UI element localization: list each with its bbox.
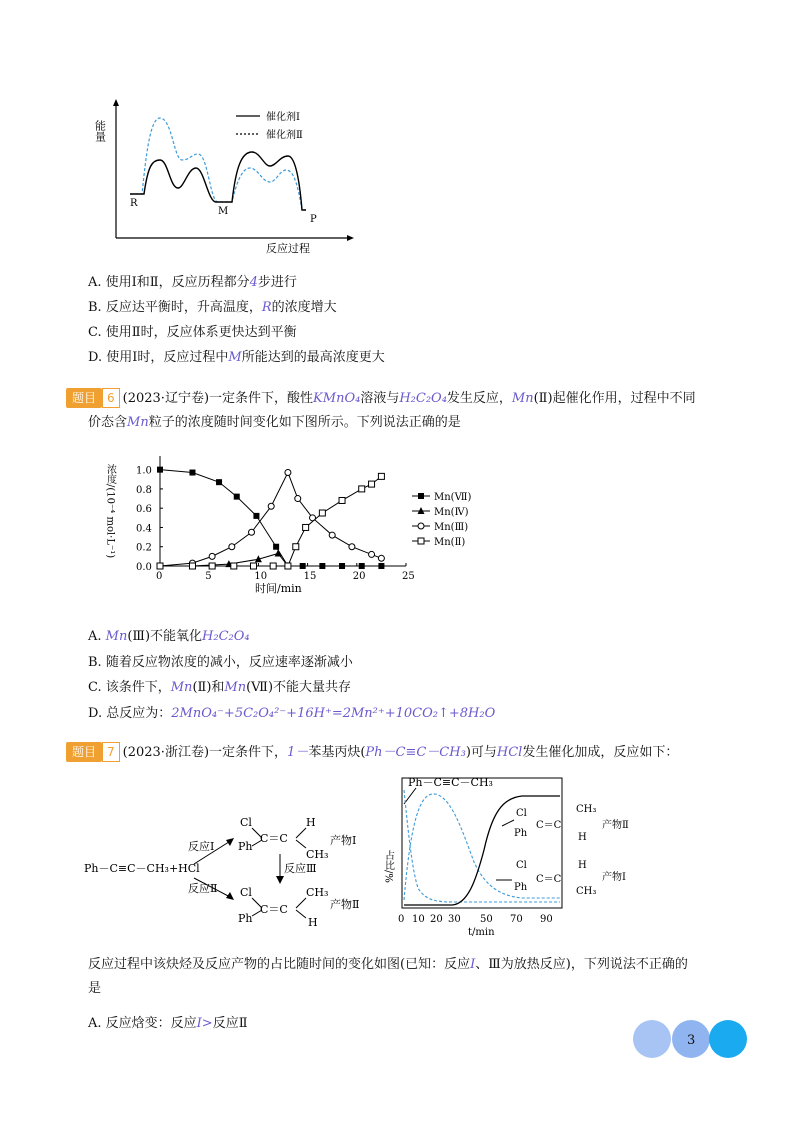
q5-a-text: A. 使用Ⅰ和Ⅱ，反应历程都分 [88,275,250,290]
q6-a-text: (Ⅲ)不能氧化 [127,629,203,644]
q6-a-math: H₂C₂O₄ [202,629,250,644]
data-point-series-2 [285,470,291,476]
q5-b-math: R [261,300,272,315]
legend-label: Mn(Ⅳ) [434,507,469,518]
reactant-label: Ph－C≡C－CH₃+HCl [84,862,200,875]
q6-math-mn: Mn [127,415,149,430]
series-line-3 [160,476,381,566]
concentration-chart [100,448,480,595]
q5-d-text: D. 使用Ⅰ时，反应过程中 [88,350,229,365]
atom-h: H [578,860,587,871]
q5-option-d [88,349,385,367]
question-tag: 题目 [66,742,102,762]
q6-text: 一定条件下，酸性 [209,391,314,406]
data-point-series-3 [209,563,215,569]
x-tick: 20 [430,914,443,925]
data-point-series-2 [378,555,384,561]
data-point-series-0 [234,494,240,500]
q6-option-d [88,705,495,723]
product-1-label: 产物Ⅰ [602,872,626,883]
data-point-series-0 [253,513,259,519]
question-number: 6 [102,388,120,408]
arrow-head [226,838,234,846]
q7-math: 1－ [287,745,309,760]
legend-label: Mn(Ⅲ) [434,522,469,533]
bond [296,840,306,848]
q6-option-a [88,628,250,646]
data-point-series-0 [273,544,279,550]
atom-h: H [578,832,587,843]
data-point-series-3 [250,563,256,569]
arrow-head [276,876,284,884]
label-pointer [502,820,514,826]
y-tick-label: 0.4 [136,523,152,535]
q7-text: )可与 [465,745,497,760]
atom-h: H [308,916,318,929]
data-point-series-3 [231,563,237,569]
q7-stem-line1 [66,742,678,762]
legend-solid-label: 催化剂Ⅰ [266,112,300,123]
group-ch3: CH₃ [576,804,597,815]
atom-cl: Cl [240,886,252,899]
atom-cl: Cl [516,808,527,819]
series-line-0 [160,470,381,566]
data-point-series-0 [378,563,384,569]
data-point-series-0 [300,563,306,569]
q7-math: Ⅰ [470,957,476,972]
data-point-series-0 [319,563,325,569]
page-number: 3 [687,1033,696,1048]
y-tick-label: 0.2 [136,542,152,554]
product-2-label: 产物Ⅱ [602,820,629,831]
data-point-series-3 [285,563,291,569]
y-axis-arrow [113,99,119,106]
atom-h: H [306,816,316,829]
q6-c-text: (Ⅱ)和 [192,680,225,695]
atom-cl: Cl [240,816,252,829]
legend-marker [418,523,424,529]
q7-paragraph-line1 [88,956,688,974]
curve-product-2 [404,796,560,905]
data-point-series-0 [339,563,345,569]
top-compound-label: Ph－C≡C－CH₃ [408,776,493,789]
x-axis-arrow [347,235,354,241]
double-bond-ch: C＝C [536,820,562,831]
q6-c-text: C. 该条件下， [88,680,171,695]
page-number-badge [632,1018,750,1060]
q6-a-math: Mn [105,629,128,644]
legend-label: Mn(Ⅶ) [434,492,472,503]
data-point-series-2 [229,544,235,550]
q7-option-a [88,1015,248,1033]
atom-ph: Ph [514,828,528,839]
data-point-series-3 [303,524,309,530]
fraction-time-chart [382,770,692,940]
atom-ph: Ph [514,882,528,893]
data-point-series-0 [216,479,222,485]
badge-circle-right [709,1020,747,1058]
y-tick-label: 0.8 [136,484,152,496]
q6-c-text: (Ⅶ)不能大量共存 [246,680,352,695]
q7-math: Ph－C≡C－CH₃ [365,745,466,760]
y-tick-label: 0.0 [136,562,152,573]
q6-text: 价态含 [88,415,128,430]
q7-text: 苯基丙炔( [308,745,366,760]
double-bond-ch: C＝C [536,874,562,885]
data-point-series-3 [378,473,384,479]
point-R: R [130,198,138,209]
q7-text: 一定条件下， [209,745,288,760]
q6-stem-line2 [88,414,461,432]
data-point-series-1 [275,549,282,556]
atom-ph: Ph [238,840,253,853]
y-tick-label: 1.0 [136,465,152,477]
x-axis-label: 时间/min [255,582,302,595]
q6-math-mn: Mn [511,391,534,406]
q5-option-b [88,299,337,317]
data-point-series-0 [189,470,195,476]
q6-text: 发生反应， [446,391,512,406]
data-point-series-2 [369,551,375,557]
legend-marker [418,538,424,544]
x-tick: 50 [480,914,493,925]
x-tick: 0 [398,914,405,925]
data-point-series-3 [270,563,276,569]
q6-math-kmno4: KMnO₄ [313,391,361,406]
y-axis-label: 能量 [93,120,107,142]
q6-d-text: D. 总反应为： [88,706,172,721]
group-ch3: CH₃ [576,886,597,897]
product-2-label: 产物Ⅱ [330,898,360,911]
data-point-series-3 [359,486,365,492]
energy-diagram [88,96,358,256]
q5-a-text-post: 步进行 [257,275,297,290]
atom-ph: Ph [238,912,253,925]
x-tick: 90 [540,914,553,925]
q7-a-math: Ⅰ> [196,1016,213,1031]
data-point-series-2 [295,496,301,502]
q7-paragraph-line2: 是 [88,981,102,996]
question-source: (2023·浙江卷) [122,745,210,760]
curve-reactant [404,790,560,902]
data-point-series-3 [339,497,345,503]
q7-text: 发生催化加成，反应如下： [522,745,679,760]
group-ch3: CH₃ [306,848,329,861]
x-tick: 10 [412,914,425,925]
series-line-2 [160,473,381,566]
q7-math: HCl [496,745,523,760]
legend-marker [418,493,424,499]
x-tick-label: 20 [352,571,366,582]
q6-text: 溶液与 [360,391,400,406]
data-point-series-2 [249,529,255,535]
x-tick-label: 15 [303,571,317,582]
question-source: (2023·辽宁卷) [122,391,210,406]
q6-option-c [88,679,351,697]
question-number: 7 [102,742,120,762]
y-axis-label: 占比/% [382,850,394,883]
y-axis-label: 浓度/(10⁻⁴ mol·L⁻¹) [104,464,116,559]
q6-c-math: Mn [170,680,193,695]
bond [296,828,306,838]
x-tick-label: 5 [205,571,212,582]
reaction-2-label: 反应Ⅱ [188,882,218,895]
q5-a-math: 4 [249,275,258,290]
q5-b-text-post: 的浓度增大 [271,300,337,315]
q6-option-b: B. 随着反应物浓度的减小，反应速率逐渐减小 [88,655,353,670]
data-point-series-0 [359,563,365,569]
reaction-scheme [84,800,384,930]
label-pointer [404,788,416,804]
y-tick-label: 0.6 [136,504,152,516]
double-bond-ch: C＝C [260,832,288,845]
x-tick: 70 [510,914,523,925]
group-ch3: CH₃ [306,886,329,899]
x-tick-label: 10 [254,571,268,582]
data-point-series-2 [349,544,355,550]
q6-text: 粒子的浓度随时间变化如下图所示。下列说法正确的是 [148,415,461,430]
reaction-3-label: 反应Ⅲ [284,862,317,875]
curve-catalyst-1 [130,152,306,210]
q6-math-h2c2o4: H₂C₂O₄ [399,391,447,406]
data-point-series-3 [319,510,325,516]
data-point-series-3 [293,544,299,550]
data-point-series-3 [189,563,195,569]
badge-circle-left [633,1020,671,1058]
x-tick-label: 0 [156,571,163,582]
q5-option-c: C. 使用Ⅱ时，反应体系更快达到平衡 [88,325,297,340]
reaction-1-label: 反应Ⅰ [188,840,215,853]
q6-text: (Ⅱ)起催化作用，过程中不同 [533,391,696,406]
atom-cl: Cl [516,860,527,871]
data-point-series-3 [369,481,375,487]
x-axis-label: t/min [468,927,495,938]
q6-d-math: 2MnO₄⁻+5C₂O₄²⁻+16H⁺=2Mn²⁺+10CO₂↑+8H₂O [171,706,496,721]
data-point-series-3 [157,563,163,569]
point-M: M [218,206,229,217]
x-ticks [398,914,553,925]
data-point-series-2 [329,532,335,538]
x-axis-label: 反应过程 [266,242,310,255]
q5-d-math: M [228,350,242,365]
q7-text: 、Ⅲ为放热反应)，下列说法不正确的 [475,957,688,972]
data-point-series-2 [268,503,274,509]
x-tick-label: 25 [402,571,415,582]
q5-d-text-post: 所能达到的最高浓度更大 [241,350,385,365]
data-point-series-2 [209,553,215,559]
x-tick: 30 [448,914,461,925]
double-bond-ch: C＝C [260,903,288,916]
legend-label: Mn(Ⅱ) [434,537,466,548]
question-tag: 题目 [66,388,102,408]
data-point-series-0 [157,467,163,473]
q7-text: 反应过程中该炔烃及反应产物的占比随时间的变化如图(已知：反应 [88,957,471,972]
legend-dashed-label: 催化剂Ⅱ [266,130,303,141]
q5-option-a [88,274,297,292]
bond [296,898,306,908]
point-P: P [310,214,317,225]
q6-a-text: A. [88,629,102,644]
q6-stem-line1 [66,388,696,408]
q7-a-text: A. 反应焓变：反应 [88,1016,197,1031]
product-1-label: 产物Ⅰ [330,834,357,847]
q7-a-text: 反应Ⅱ [212,1016,248,1031]
bond [296,910,306,918]
q5-b-text: B. 反应达平衡时，升高温度， [88,300,262,315]
q6-c-math: Mn [224,680,247,695]
